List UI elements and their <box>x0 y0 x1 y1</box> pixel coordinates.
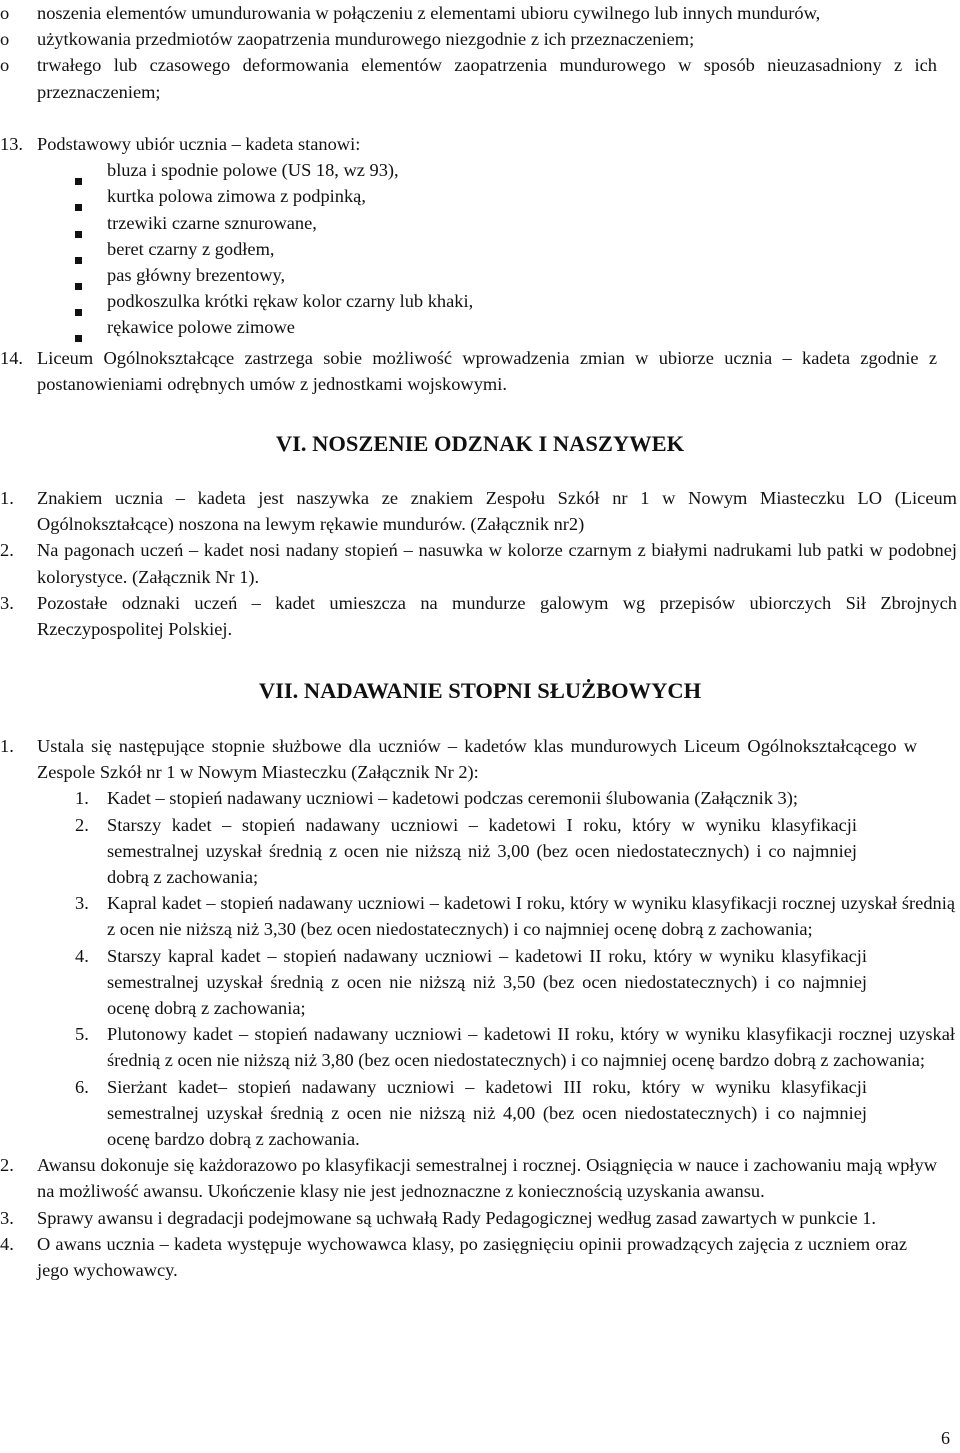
list-item-text: kurtka polowa zimowa z podpinką, <box>107 186 366 207</box>
item-number: 1. <box>0 488 14 508</box>
item-text: Pozostałe odznaki uczeń – kadet umieszcza na mundurze galowym wg przepisów ubiorczych Sił Zbrojnych Rzeczypospolitej Polskiej. <box>37 592 957 640</box>
rank-item <box>0 890 955 942</box>
rank-number: 2. <box>75 814 89 835</box>
rank-number: 4. <box>75 945 89 966</box>
rank-text: Plutonowy kadet – stopień nadawany uczniowi – kadetowi II roku, który w wyniku klasyfikacji rocznej uzyskał średnią z ocen nie niższą niż 3,80 (bez ocen niedostatecznych) i co najmniej ocenę bardzo dobrą z zachowania; <box>107 1024 955 1071</box>
list-item <box>0 157 960 183</box>
rank-item <box>0 785 955 811</box>
rank-text: Kapral kadet – stopień nadawany uczniowi – kadetowi I roku, który w wyniku klasyfikacji rocznej uzyskał średnią z ocen nie niższą niż 3,30 (bez ocen niedostatecznych) i co najmniej ocenę dobrą z zachowania; <box>107 893 955 940</box>
list-item <box>0 314 960 340</box>
uniform-list <box>0 157 960 340</box>
section-7-list <box>0 733 960 1283</box>
item-text: Ustala się następujące stopnie służbowe dla uczniów – kadetów klas mundurowych Liceum Ogólnokształcącego w Zespole Szkół nr 1 w Nowym Miasteczku (Załącznik Nr 2): <box>37 736 917 783</box>
list-item-text: trwałego lub czasowego deformowania elementów zaopatrzenia mundurowego w sposób nieuzasadniony z ich przeznaczeniem; <box>37 55 937 102</box>
item-number: 3. <box>0 1207 14 1228</box>
list-item <box>0 590 957 642</box>
circle-bullet: o <box>0 3 10 23</box>
list-item <box>0 1205 877 1231</box>
list-item-text: pas główny brezentowy, <box>107 265 286 286</box>
list-item <box>0 1231 907 1283</box>
item-number: 4. <box>0 1233 14 1254</box>
circle-bullet: o <box>0 55 10 76</box>
item-number: 14. <box>0 348 23 368</box>
circle-bullet: o <box>0 29 10 50</box>
list-item-text: rękawice polowe zimowe <box>107 317 295 338</box>
item-number: 1. <box>0 736 14 756</box>
section-6-list <box>0 485 960 642</box>
item-text: Awansu dokonuje się każdorazowo po klasyfikacji semestralnej i rocznej. Osiągnięcia w nauce i zachowaniu mają wpływ na możliwość awansu. Ukończenie klasy nie jest jednoznaczne z koniecznością uzyskania awansu. <box>37 1155 937 1202</box>
list-item <box>0 733 917 785</box>
rank-item <box>0 1074 867 1153</box>
list-item <box>0 485 957 537</box>
list-item <box>0 210 960 236</box>
item-text: Liceum Ogólnokształcące zastrzega sobie możliwość wprowadzenia zmian w ubiorze ucznia – kadeta zgodnie z postanowieniami odrębnych umów z jednostkami wojskowymi. <box>37 348 937 395</box>
item-text: Znakiem ucznia – kadeta jest naszywka ze znakiem Zespołu Szkół nr 1 w Nowym Miasteczku LO (Liceum Ogólnokształcące) noszona na lewym rękawie mundurów. (Załącznik nr2) <box>37 488 957 535</box>
item-text: O awans ucznia – kadeta występuje wychowawca klasy, po zasięgnięciu opinii prowadzących zajęcia z uczniem oraz jego wychowawcy. <box>37 1233 907 1281</box>
rank-item <box>0 943 867 1022</box>
square-bullet-icon <box>75 335 82 342</box>
section-6-heading: VI. NOSZENIE ODZNAK I NASZYWEK <box>275 431 685 456</box>
list-item-text: beret czarny z godłem, <box>107 238 275 259</box>
rank-item <box>0 812 857 891</box>
rank-number: 5. <box>75 1024 89 1045</box>
item-number: 2. <box>0 540 14 561</box>
rank-text: Starszy kapral kadet – stopień nadawany uczniowi – kadetowi II roku, który w wyniku klasyfikacji semestralnej uzyskał średnią z ocen nie niższą niż 3,50 (bez ocen niedostatecznych) i co najmniej ocenę dobrą z zachowania; <box>107 945 867 1019</box>
list-item <box>0 26 937 52</box>
item-14 <box>0 345 960 397</box>
item-13 <box>0 131 960 341</box>
item-number: 2. <box>0 1155 14 1176</box>
top-circle-list <box>0 0 960 105</box>
list-item <box>0 183 960 209</box>
rank-number: 1. <box>75 788 89 809</box>
list-item <box>0 537 957 589</box>
rank-number: 3. <box>75 893 89 914</box>
list-item-text: bluza i spodnie polowe (US 18, wz 93), <box>107 160 399 181</box>
item-text: Sprawy awansu i degradacji podejmowane są uchwałą Rady Pedagogicznej według zasad zawartych w punkcie 1. <box>37 1207 877 1228</box>
list-item <box>0 288 960 314</box>
item-number: 3. <box>0 592 14 613</box>
rank-list <box>0 785 960 1152</box>
section-7-heading: VII. NADAWANIE STOPNI SŁUŻBOWYCH <box>258 678 702 703</box>
item-number: 13. <box>0 134 23 154</box>
list-item-text: trzewiki czarne sznurowane, <box>107 212 317 233</box>
item-text: Podstawowy ubiór ucznia – kadeta stanowi: <box>37 134 361 154</box>
list-item-text: noszenia elementów umundurowania w połączeniu z elementami ubioru cywilnego lub innych mundurów, <box>37 3 821 23</box>
rank-item <box>0 1021 955 1073</box>
list-item <box>0 1152 937 1204</box>
list-item-text: użytkowania przedmiotów zaopatrzenia mundurowego niezgodnie z ich przeznaczeniem; <box>37 29 695 50</box>
rank-number: 6. <box>75 1076 89 1097</box>
list-item <box>0 236 960 262</box>
list-item <box>0 262 960 288</box>
list-item-text: podkoszulka krótki rękaw kolor czarny lub khaki, <box>107 291 474 312</box>
list-item <box>0 0 937 26</box>
rank-text: Kadet – stopień nadawany uczniowi – kadetowi podczas ceremonii ślubowania (Załącznik 3); <box>107 788 798 809</box>
item-text: Na pagonach uczeń – kadet nosi nadany stopień – nasuwka w kolorze czarnym z białymi nadrukami lub patki w podobnej kolorystyce. (Załącznik Nr 1). <box>37 540 957 587</box>
rank-text: Sierżant kadet– stopień nadawany uczniowi – kadetowi III roku, który w wyniku klasyfikacji semestralnej uzyskał średnią z ocen nie niższą niż 4,00 (bez ocen niedostatecznych) i co najmniej ocenę bardzo dobrą z zachowania. <box>107 1076 867 1150</box>
list-item <box>0 52 937 104</box>
page-number: 6 <box>941 1427 950 1448</box>
rank-text: Starszy kadet – stopień nadawany uczniowi – kadetowi I roku, który w wyniku klasyfikacji semestralnej uzyskał średnią z ocen nie niższą niż 3,00 (bez ocen niedostatecznych) i co najmniej dobrą z zachowania; <box>107 814 857 888</box>
